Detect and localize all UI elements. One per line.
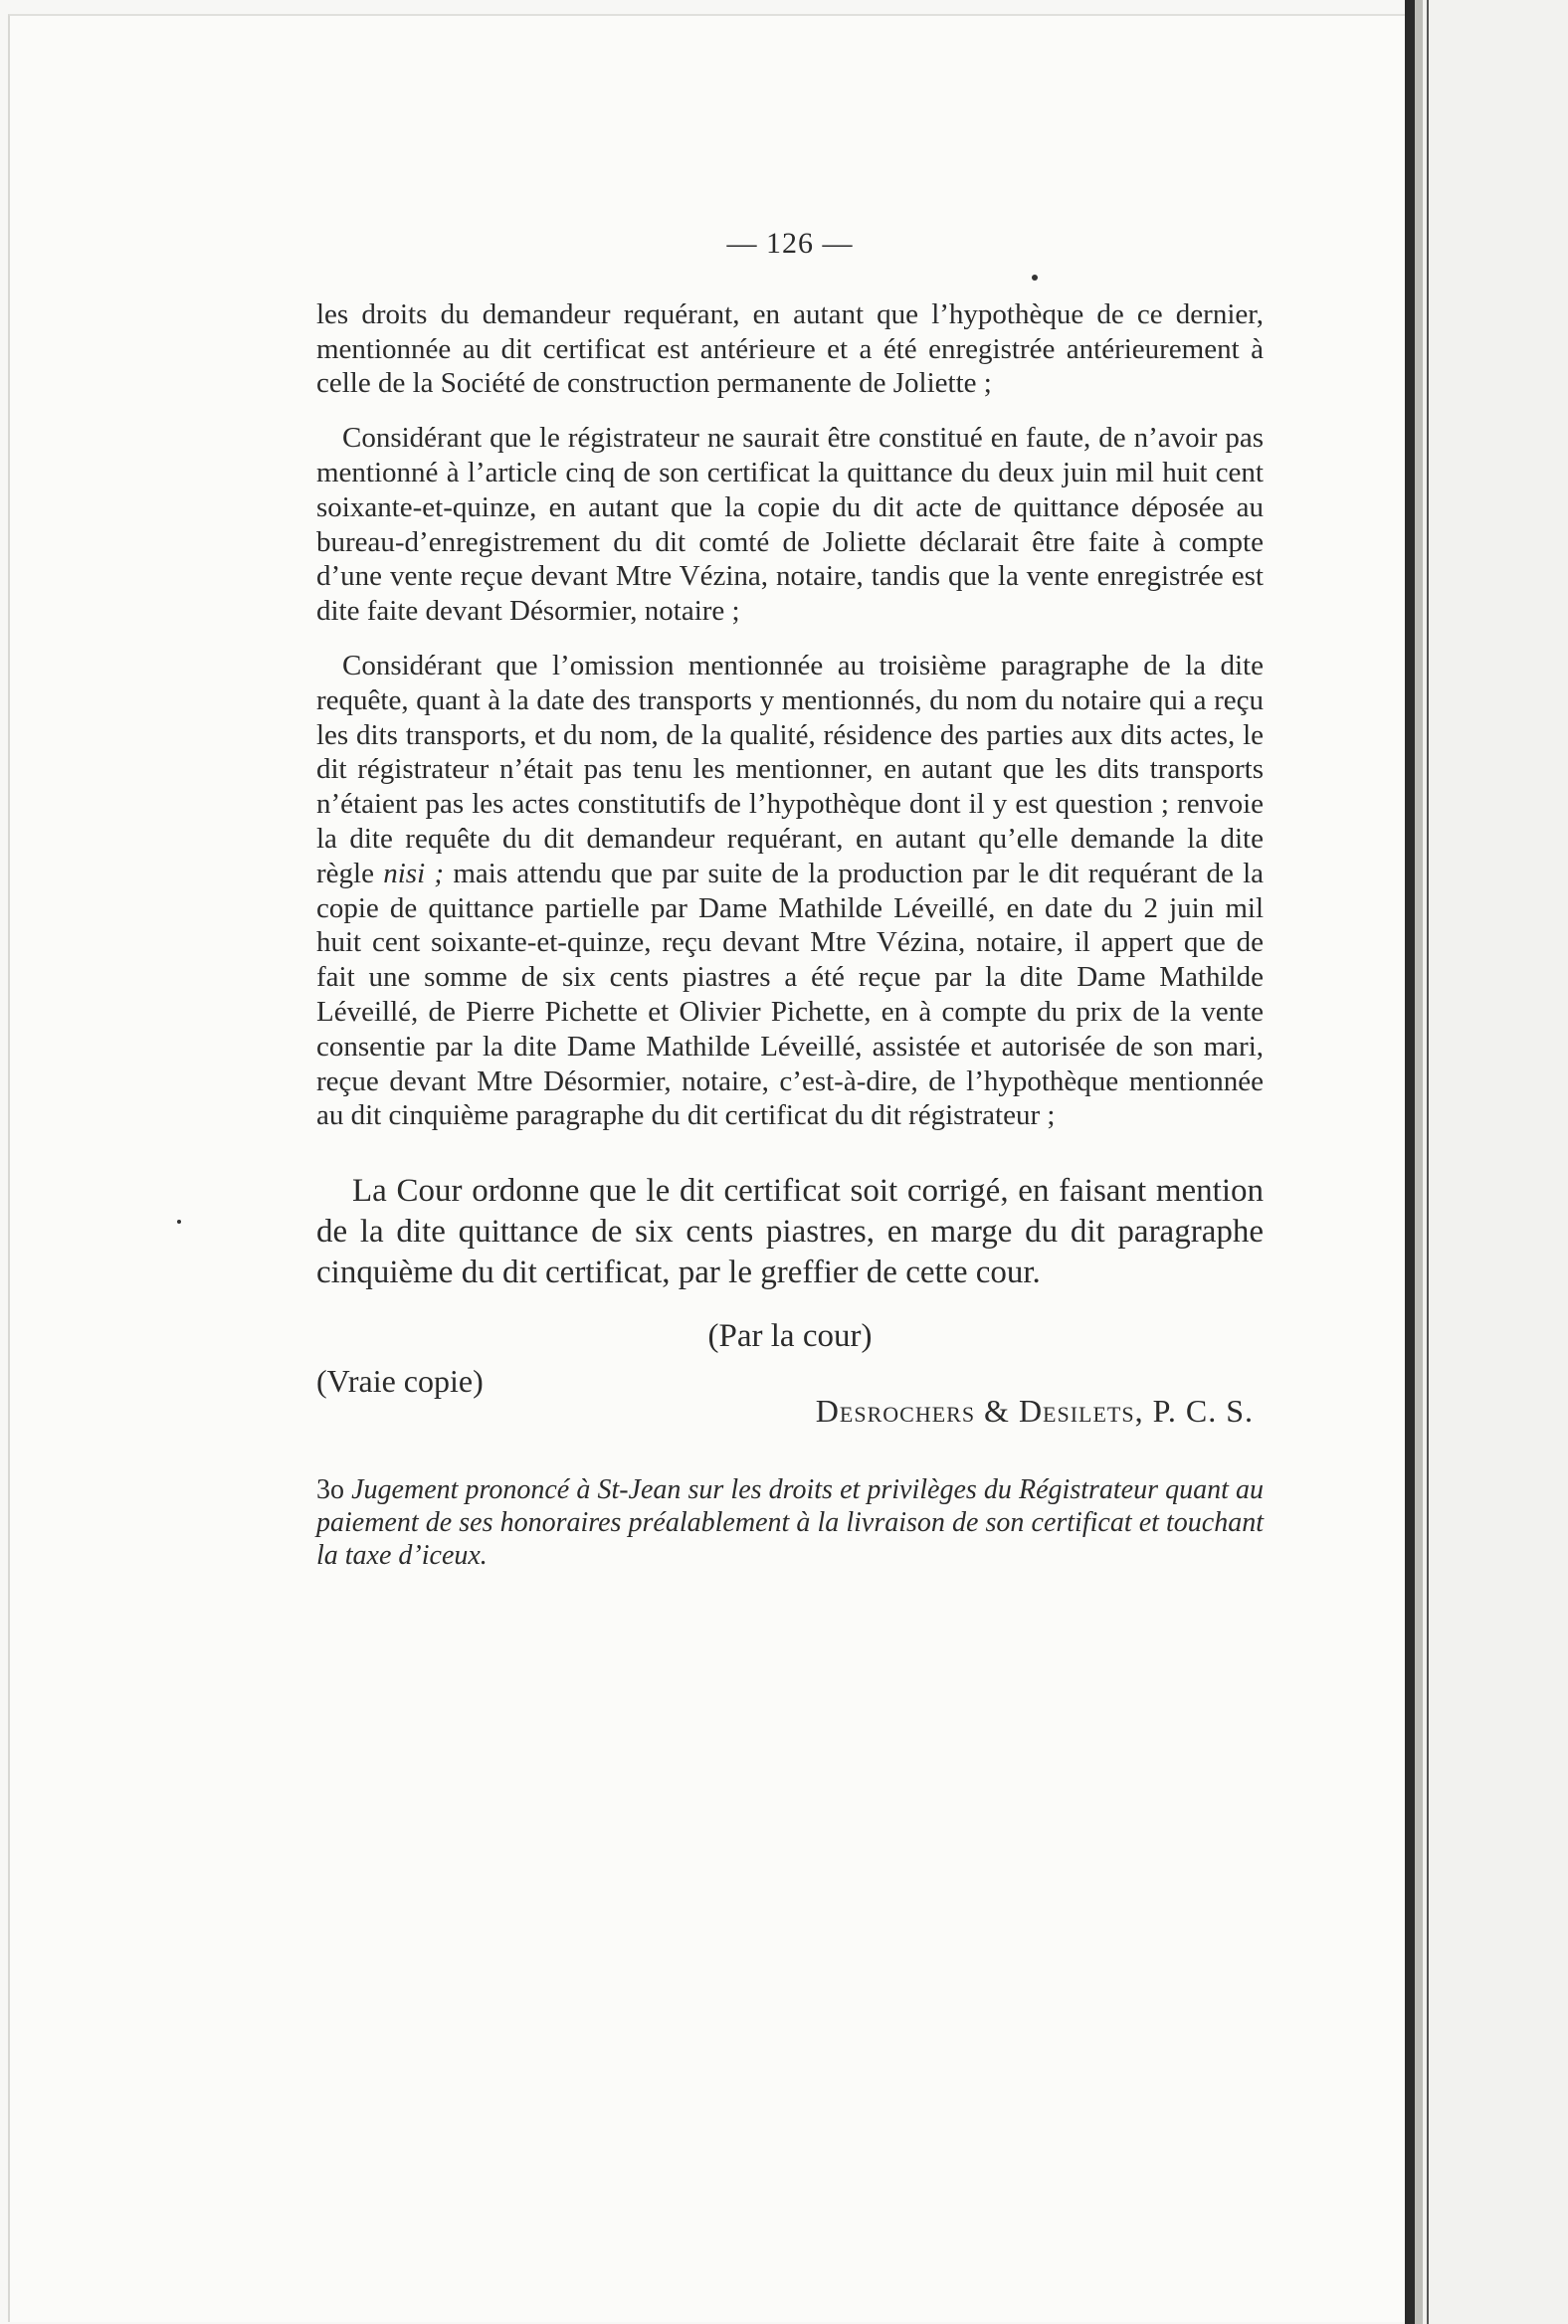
facing-page-edge <box>1423 0 1568 2324</box>
paragraph-2: Considérant que le régistrateur ne saurait être constitué en faute, de n’avoir pas mentionné à l’article cinq de son certificat la quittance du deux juin mil huit cent soixante-et-quinze, en autant que la copie du dit acte de quittance déposée au bureau-d’enregistrement du dit comté de Joliette déclarait être faite à compte d’une vente reçue devant Mtre Vézina, notaire, tandis que la vente enregistrée est dite faite devant Désormier, notaire ; <box>316 422 1264 628</box>
paragraph-1: les droits du demandeur requérant, en autant que l’hypothèque de ce dernier, mentionnée au dit certificat est antérieure et a été enregistrée antérieurement à celle de la Société de construction permanente de Joliette ; <box>316 297 1264 400</box>
signature: Desrochers & Desilets, P. C. S. <box>815 1392 1254 1429</box>
par-la-cour: (Par la cour) <box>707 1318 873 1355</box>
book-gutter <box>1405 0 1415 2324</box>
paragraph-3 <box>316 649 1264 1133</box>
paragraph-3-continuation: mais attendu que par suite de la production par le dit requérant de la copie de quittance partielle par Dame Mathilde Léveillé, en date du 2 juin mil huit cent soixante-et-quinze, reçu devant Mtre Vézina, notaire, il appert que de fait une somme de six cents piastres a été reçue par la dite Dame Mathilde Léveillé, de Pierre Pichette et Olivier Pichette, en à compte du prix de la vente consentie par la dite Dame Mathilde Léveillé, assistée et autorisée de son mari, reçue devant Mtre Désormier, notaire, c’est-à-dire, de l’hypothèque mentionnée au dit cinquième paragraphe du dit certificat du dit régistrateur ; <box>316 857 1265 1132</box>
page-number: — 126 — <box>726 227 854 260</box>
section-heading-text: Jugement prononcé à St-Jean sur les droits et privilèges du Régistrateur quant au paiement de ses honoraires préalablement à la livraison de son certificat et touchant la taxe d’iceux. <box>316 1473 1265 1571</box>
ink-speck <box>177 1220 181 1224</box>
section-number: 3o <box>316 1473 344 1505</box>
facing-page-line <box>1427 0 1429 2324</box>
paragraph-3-text: Considérant que l’omission mentionnée au troisième paragraphe de la dite requête, quant à la date des transports y mentionnés, du nom du notaire qui a reçu les dits transports, et du nom, de la qualité, résidence des parties aux dits actes, le dit régistrateur n’était pas tenu les mentionner, en autant que les dits transports n’étaient pas les actes constitutifs de l’hypothèque dont il y est question ; renvoie la dite requête du dit demandeur requérant, en autant qu’elle demande la dite règle <box>316 649 1264 889</box>
book-gutter-shadow <box>1415 0 1423 2324</box>
court-order: La Cour ordonne que le dit certificat soit corrigé, en faisant mention de la dite quittance de six cents piastres, en marge du dit paragraphe cinquième du dit certificat, par le greffier de cette cour. <box>316 1173 1264 1291</box>
vraie-copie: (Vraie copie) <box>316 1362 484 1399</box>
page-content <box>316 227 1264 1600</box>
section-heading <box>316 1473 1264 1572</box>
signature-block <box>316 1364 1264 1434</box>
nisi-term: nisi ; <box>383 857 445 889</box>
